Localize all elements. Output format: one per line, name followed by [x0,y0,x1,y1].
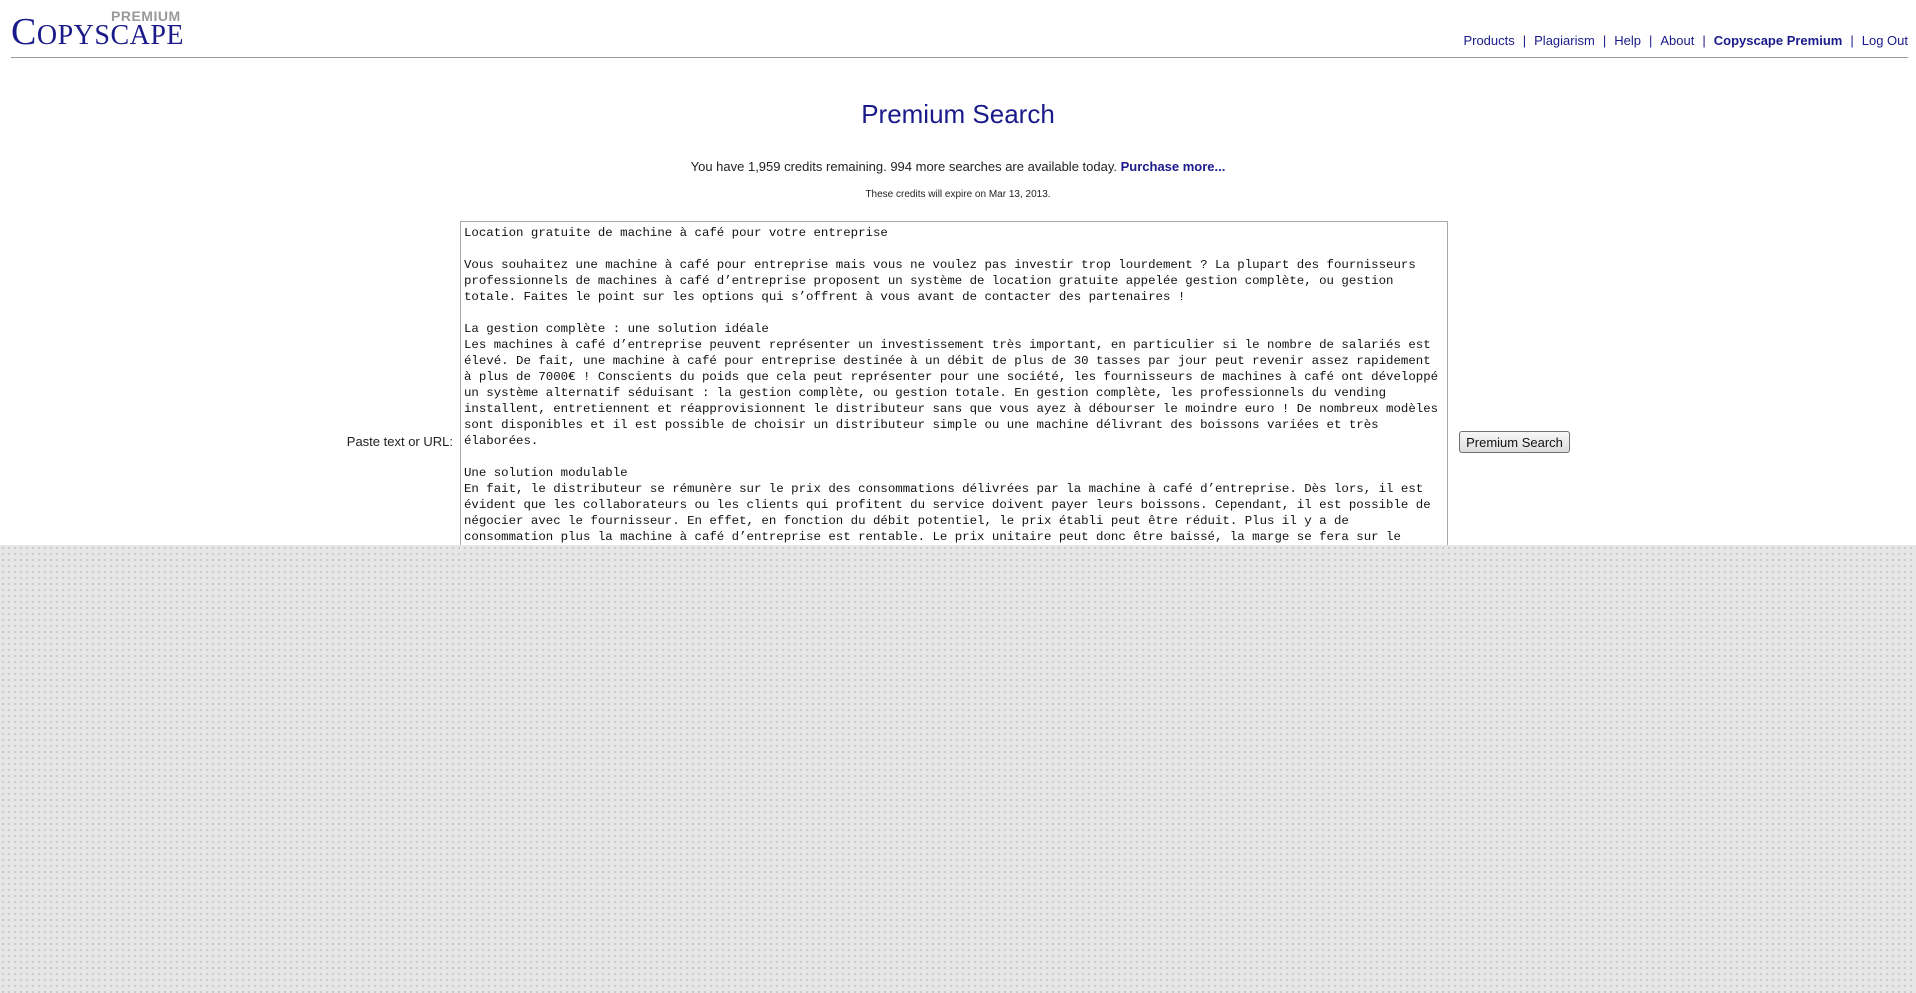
copyscape-logo[interactable] [11,6,211,54]
nav-log-out[interactable]: Log Out [1861,33,1908,48]
nav-separator: | [1648,33,1653,48]
nav-products[interactable]: Products [1463,33,1515,48]
credits-text: You have 1,959 credits remaining. 994 more searches are available today. [690,159,1117,174]
paste-text-label: Paste text or URL: [346,434,453,449]
credits-expiry-note: These credits will expire on Mar 13, 2013. [865,189,1051,200]
nav-separator: | [1850,33,1854,48]
page-loading-overlay [0,545,1916,993]
paste-text-content: Location gratuite de machine à café pour votre entreprise Vous souhaitez une machine à café pour entreprise mais vous ne voulez pas investir trop lourdement ? La plupart des fournisseurs professionnels de machines à café d’entreprise proposent un système de location gratuite appelée gestion complète, ou gestion totale. Faites le point sur les options qui s’offrent à vous avant de contacter des partenaires ! La gestion complète : une solution idéale Les machines à café d’entreprise peuvent représenter un investissement très important, en particulier si le nombre de salariés est élevé. De fait, une machine à café pour entreprise destinée à un débit de plus de 30 tasses par jour peut revenir assez rapidement à plus de 7000€ ! Conscients du poids que cela peut représenter pour une société, les fournisseurs de machines à café ont développé un système alternatif séduisant : la gestion complète, ou gestion totale. En gestion complète, les professionnels du vending installent, entretiennent et réapprovisionnent le distributeur sans que vous ayez à débourser le moindre euro ! De nombreux modèles sont disponibles et il est possible de choisir un distributeur simple ou une machine délivrant des boissons variées et très élaborées. Une solution modulable En fait, le distributeur se rémunère sur le prix des consommations délivrées par la machine à café d’entreprise. Dès lors, il est évident que les collaborateurs ou les clients qui profitent du service doivent payer leurs boissons. Cependant, il est possible de négocier avec le fournisseur. En effet, en fonction du débit potentiel, le prix établi peut être réduit. Plus il y a de consommation plus la machine à café d’entreprise est rentable. Le prix unitaire peut donc être baissé, la marge se fera sur le [464,226,1439,544]
top-nav [1463,33,1908,48]
nav-help[interactable]: Help [1614,33,1641,48]
logo-premium-badge: PREMIUM [111,8,181,24]
paste-text-input[interactable] [460,221,1448,561]
purchase-more-link[interactable]: Purchase more... [1120,159,1226,174]
page-title: Premium Search [861,99,1055,129]
site-header [11,0,1908,58]
nav-separator: | [1602,33,1607,48]
nav-about[interactable]: About [1660,33,1695,48]
nav-copyscape-premium[interactable]: Copyscape Premium [1713,33,1843,48]
nav-separator: | [1702,33,1706,48]
logo-wordmark: COPYSCAPE [11,11,185,53]
credits-info [0,159,1916,174]
premium-search-button[interactable]: Premium Search [1459,431,1570,453]
nav-plagiarism[interactable]: Plagiarism [1534,33,1595,48]
nav-separator: | [1522,33,1527,48]
